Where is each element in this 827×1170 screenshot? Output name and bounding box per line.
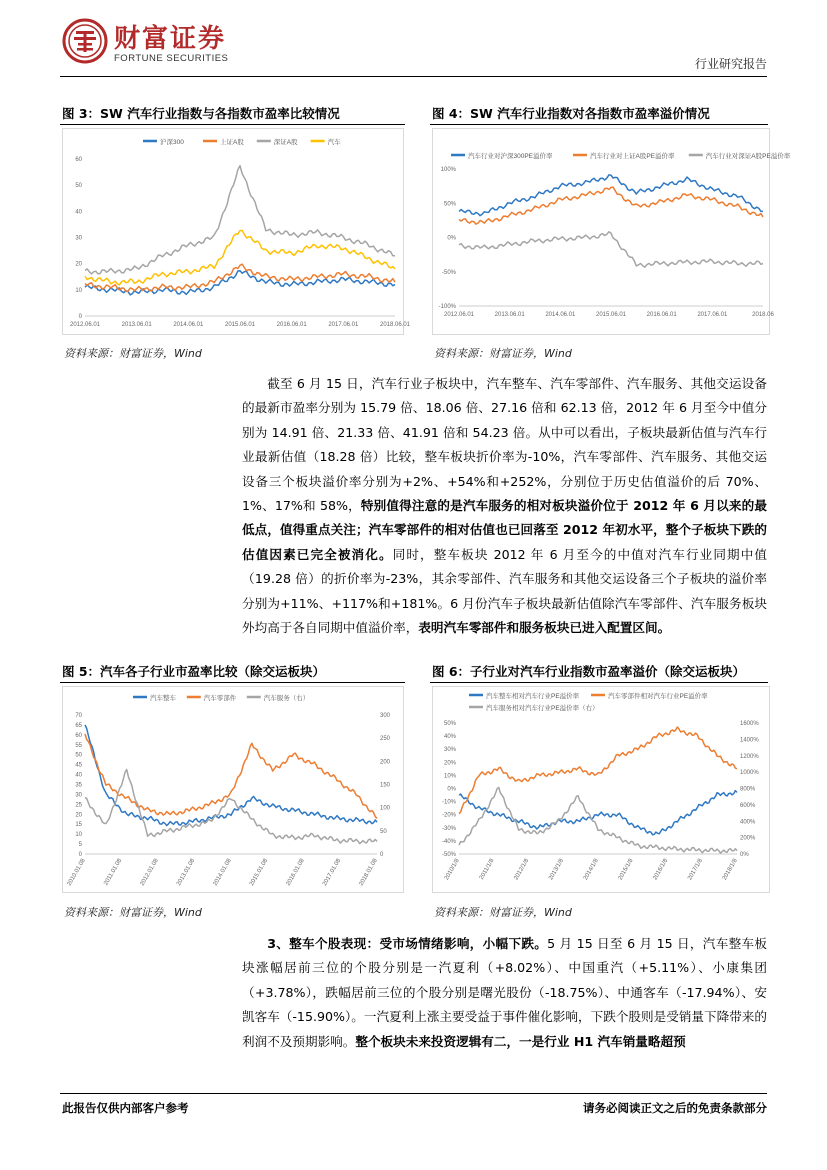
x-tick-label: 2017.01.08 — [322, 858, 343, 888]
y-tick-label: -40% — [441, 838, 456, 845]
x-tick-label: 2016.06.01 — [646, 312, 677, 318]
legend-label-0: 汽车整车相对汽车行业PE溢价率 — [486, 693, 580, 700]
paragraph-2-bold-a: 3、整车个股表现：受市场情绪影响，小幅下跌。 — [267, 936, 548, 951]
chart-2-svg — [63, 687, 403, 892]
legend-label-1: 汽车零部件相对汽车行业PE溢价率 — [608, 693, 708, 700]
x-tick-label: 2013.06.01 — [494, 312, 525, 318]
x-tick-label: 2010/1/8 — [443, 858, 461, 882]
y-tick-label: 40 — [75, 772, 82, 779]
y-right-tick-label: 0 — [380, 852, 384, 858]
figure-6-source: 资料来源：财富证券，Wind — [434, 906, 572, 919]
x-tick-label: 2014/1/8 — [582, 858, 600, 882]
paragraph-2-bold-b: 整个板块未来投资逻辑有二，一是行业 H1 汽车销量略超预 — [355, 1033, 686, 1049]
y-tick-label: 5 — [78, 842, 82, 849]
y-right-tick-label: 1200% — [740, 753, 759, 760]
figure-4-title: 图 4：SW 汽车行业指数对各指数市盈率溢价情况 — [432, 106, 710, 121]
y-tick-label: 60 — [75, 157, 82, 163]
y-tick-label: -50% — [441, 852, 456, 858]
y-right-tick-label: 1400% — [740, 737, 759, 744]
y-tick-label: 25 — [75, 802, 82, 809]
x-tick-label: 2013.01.08 — [176, 858, 197, 888]
figure-6-rule — [430, 682, 768, 683]
logo-en: FORTUNE SECURITIES — [114, 53, 229, 64]
legend-label-1: 汽车行业对上证A股PE溢价率 — [590, 153, 675, 160]
x-tick-label: 2015.01.08 — [249, 858, 270, 888]
logo-seal-icon — [62, 18, 108, 64]
series-line-1 — [459, 187, 763, 224]
y-right-tick-label: 0% — [740, 852, 749, 858]
legend-label-3: 汽车 — [327, 139, 341, 146]
paragraph-2-text-a: 5 月 15 日至 6 月 15 日，汽车整车板块涨幅居前三位的个股分别是一汽夏利（+8.02%）、中国重汽（+5.11%）、小康集团（+3.78%），跌幅居前三位的个股分别是曙光股份（-18.75%）、中通客车（-17.94%）、安凯客车（-15.90%）。一汽夏利上涨主要受益于事件催化影响，下跌个股则是受销量下降带来的利润不及预期影响。 — [242, 936, 767, 1049]
chart-0-svg — [63, 129, 411, 334]
y-tick-label: 10% — [443, 773, 456, 780]
y-tick-label: 20 — [75, 261, 82, 268]
x-tick-label: 2018/1/8 — [721, 858, 739, 882]
report-type: 行业研究报告 — [694, 57, 767, 71]
y-right-tick-label: 400% — [740, 819, 756, 826]
figure-3-source: 资料来源：财富证券，Wind — [64, 347, 202, 360]
y-tick-label: 40% — [443, 734, 456, 741]
x-tick-label: 2013.06.01 — [121, 322, 152, 328]
y-right-tick-label: 800% — [740, 786, 756, 793]
x-tick-label: 2014.06.01 — [173, 322, 204, 328]
footer-divider — [60, 1093, 767, 1094]
y-right-tick-label: 50 — [380, 828, 387, 835]
figure-5-rule — [60, 682, 405, 683]
y-tick-label: 0 — [78, 314, 82, 320]
paragraph-1-text-a: 截至 6 月 15 日，汽车行业子板块中，汽车整车、汽车零部件、汽车服务、其他交运设备的最新市盈率分别为 15.79 倍、18.06 倍、27.16 倍和 62.13 倍，2012 年 6 月至今中值分别为 14.91 倍、21.33 倍、41.91 倍和 54.23 倍。从中可以看出，子板块最新估值与汽车行业最新估值（18.28 倍）比较，整车板块折价率为-10%，汽车零部件、汽车服务、其他交运设备三个板块溢价率分别为+2%、+54%和+252%，分别位于历史估值溢价的后 70%、1%、17%和 58%， — [242, 376, 767, 514]
y-tick-label: 10 — [75, 287, 82, 294]
x-tick-label: 2011.01.08 — [103, 858, 124, 887]
x-tick-label: 2015.06.01 — [224, 322, 256, 328]
y-tick-label: 30 — [75, 792, 82, 799]
x-tick-label: 2015/1/8 — [617, 858, 635, 882]
series-line-2 — [85, 770, 377, 844]
y-right-tick-label: 1000% — [740, 770, 759, 777]
x-tick-label: 2018.06 — [752, 312, 774, 318]
x-tick-label: 2015.06.01 — [595, 312, 627, 318]
y-right-tick-label: 150 — [380, 782, 391, 789]
y-right-tick-label: 250 — [380, 736, 391, 743]
x-tick-label: 2016.06.01 — [276, 322, 307, 328]
figure-3-chart — [62, 128, 411, 335]
y-tick-label: 0 — [78, 852, 82, 858]
y-tick-label: 0% — [447, 786, 456, 793]
x-tick-label: 2012.01.08 — [139, 858, 160, 888]
y-tick-label: 60 — [75, 732, 82, 739]
header-divider — [60, 76, 767, 77]
analysis-paragraph-2 — [242, 932, 767, 1054]
x-tick-label: 2017/1/8 — [687, 858, 704, 882]
y-right-tick-label: 600% — [740, 802, 756, 809]
figure-3-title: 图 3：SW 汽车行业指数与各指数市盈率比较情况 — [62, 106, 340, 121]
y-tick-label: 20 — [75, 812, 82, 819]
figure-3-rule — [60, 124, 405, 125]
y-tick-label: 55 — [75, 742, 82, 749]
y-tick-label: 10 — [75, 832, 82, 839]
figure-6-title: 图 6：子行业对汽车行业指数市盈率溢价（除交运板块） — [432, 664, 746, 679]
y-tick-label: 0% — [447, 235, 456, 242]
legend-label-2: 汽车行业对深证A股PE溢价率 — [705, 153, 791, 160]
x-tick-label: 2012.06.01 — [443, 312, 475, 318]
chart-3-svg — [433, 687, 769, 892]
figure-6-chart — [432, 686, 770, 893]
x-tick-label: 2018.06.01 — [379, 322, 411, 328]
series-line-2 — [459, 232, 763, 267]
series-line-2 — [85, 166, 395, 274]
footer-disclaimer-right: 请务必阅读正文之后的免责条款部分 — [583, 1101, 767, 1115]
y-tick-label: -100% — [438, 304, 456, 310]
legend-label-1: 汽车零部件 — [203, 695, 237, 702]
y-tick-label: 20% — [443, 760, 456, 767]
y-tick-label: 50% — [443, 201, 456, 208]
x-tick-label: 2012.06.01 — [69, 322, 101, 328]
y-tick-label: 65 — [75, 722, 82, 729]
figure-4-rule — [430, 124, 768, 125]
y-tick-label: -10% — [441, 799, 456, 806]
legend-label-2: 汽车服务相对汽车行业PE溢价率（右） — [486, 705, 599, 712]
x-tick-label: 2017.06.01 — [697, 312, 728, 318]
x-tick-label: 2016.01.08 — [285, 858, 306, 888]
y-tick-label: 35 — [75, 782, 82, 789]
x-tick-label: 2016/1/8 — [652, 858, 670, 882]
y-tick-label: 50 — [75, 752, 82, 759]
figure-5-title: 图 5：汽车各子行业市盈率比较（除交运板块） — [62, 664, 326, 679]
analysis-paragraph-1 — [242, 372, 767, 640]
y-tick-label: -20% — [441, 812, 456, 819]
y-tick-label: 40 — [75, 209, 82, 216]
series-line-1 — [459, 727, 737, 814]
legend-label-0: 汽车行业对沪深300PE溢价率 — [468, 153, 553, 160]
x-tick-label: 2018.01.08 — [358, 858, 379, 888]
x-tick-label: 2013/1/8 — [548, 858, 565, 882]
figure-4-source: 资料来源：财富证券，Wind — [434, 347, 572, 360]
y-right-tick-label: 300 — [380, 713, 391, 719]
y-tick-label: 15 — [75, 822, 82, 829]
paragraph-1-bold-b: 表明汽车零部件和服务板块已进入配置区间。 — [418, 620, 671, 636]
legend-label-0: 汽车整车 — [150, 695, 176, 702]
x-tick-label: 2010.01.08 — [66, 858, 87, 888]
y-right-tick-label: 200 — [380, 759, 391, 766]
logo-cn: 财富证券 — [114, 24, 227, 54]
series-line-2 — [459, 787, 737, 853]
y-right-tick-label: 100 — [380, 805, 391, 812]
y-tick-label: 30 — [75, 235, 82, 242]
y-tick-label: 100% — [440, 167, 456, 173]
footer-disclaimer-left: 此报告仅供内部客户参考 — [62, 1101, 189, 1115]
paragraph-1-text-b: 同时，整车板块 2012 年 6 月至今的中值对汽车行业同期中值（19.28 倍）的折价率为-23%，其余零部件、汽车服务和其他交运设备三个子板块的溢价率分别为+11%、+117%和+181%。6 月份汽车子板块最新估值除汽车零部件、汽车服务板块外均高于各自同期中值溢价率， — [242, 546, 768, 636]
chart-1-svg — [433, 129, 791, 334]
legend-label-2: 深证A股 — [273, 139, 298, 146]
y-right-tick-label: 200% — [740, 835, 756, 842]
y-tick-label: 50 — [75, 183, 82, 190]
y-tick-label: 30% — [443, 747, 456, 754]
x-tick-label: 2014.01.08 — [212, 858, 233, 888]
figure-5-source: 资料来源：财富证券，Wind — [64, 906, 202, 919]
x-tick-label: 2014.06.01 — [545, 312, 576, 318]
x-tick-label: 2017.06.01 — [328, 322, 359, 328]
y-tick-label: 70 — [75, 713, 82, 719]
company-logo — [62, 18, 108, 64]
x-tick-label: 2012/1/8 — [513, 858, 531, 882]
y-tick-label: -50% — [441, 269, 456, 276]
y-tick-label: 45 — [75, 762, 82, 769]
series-line-0 — [459, 175, 763, 216]
legend-label-0: 沪深300 — [160, 139, 184, 146]
paragraph-1-bold-a: 特别值得注意的是汽车服务的相对板块溢价位于 2012 年 6 月以来的最低点，值得重点关注；汽车零部件的相对估值也已回落至 2012 年初水平，整个子板块下跌的估值因素已完全被消化。 — [242, 498, 767, 562]
legend-label-1: 上证A股 — [220, 139, 244, 146]
x-tick-label: 2011/1/8 — [478, 858, 496, 881]
y-right-tick-label: 1600% — [740, 721, 759, 727]
figure-5-chart — [62, 686, 404, 893]
legend-label-2: 汽车服务（右） — [263, 695, 310, 702]
y-tick-label: -30% — [441, 825, 456, 832]
figure-4-chart — [432, 128, 791, 335]
y-tick-label: 50% — [443, 721, 456, 727]
